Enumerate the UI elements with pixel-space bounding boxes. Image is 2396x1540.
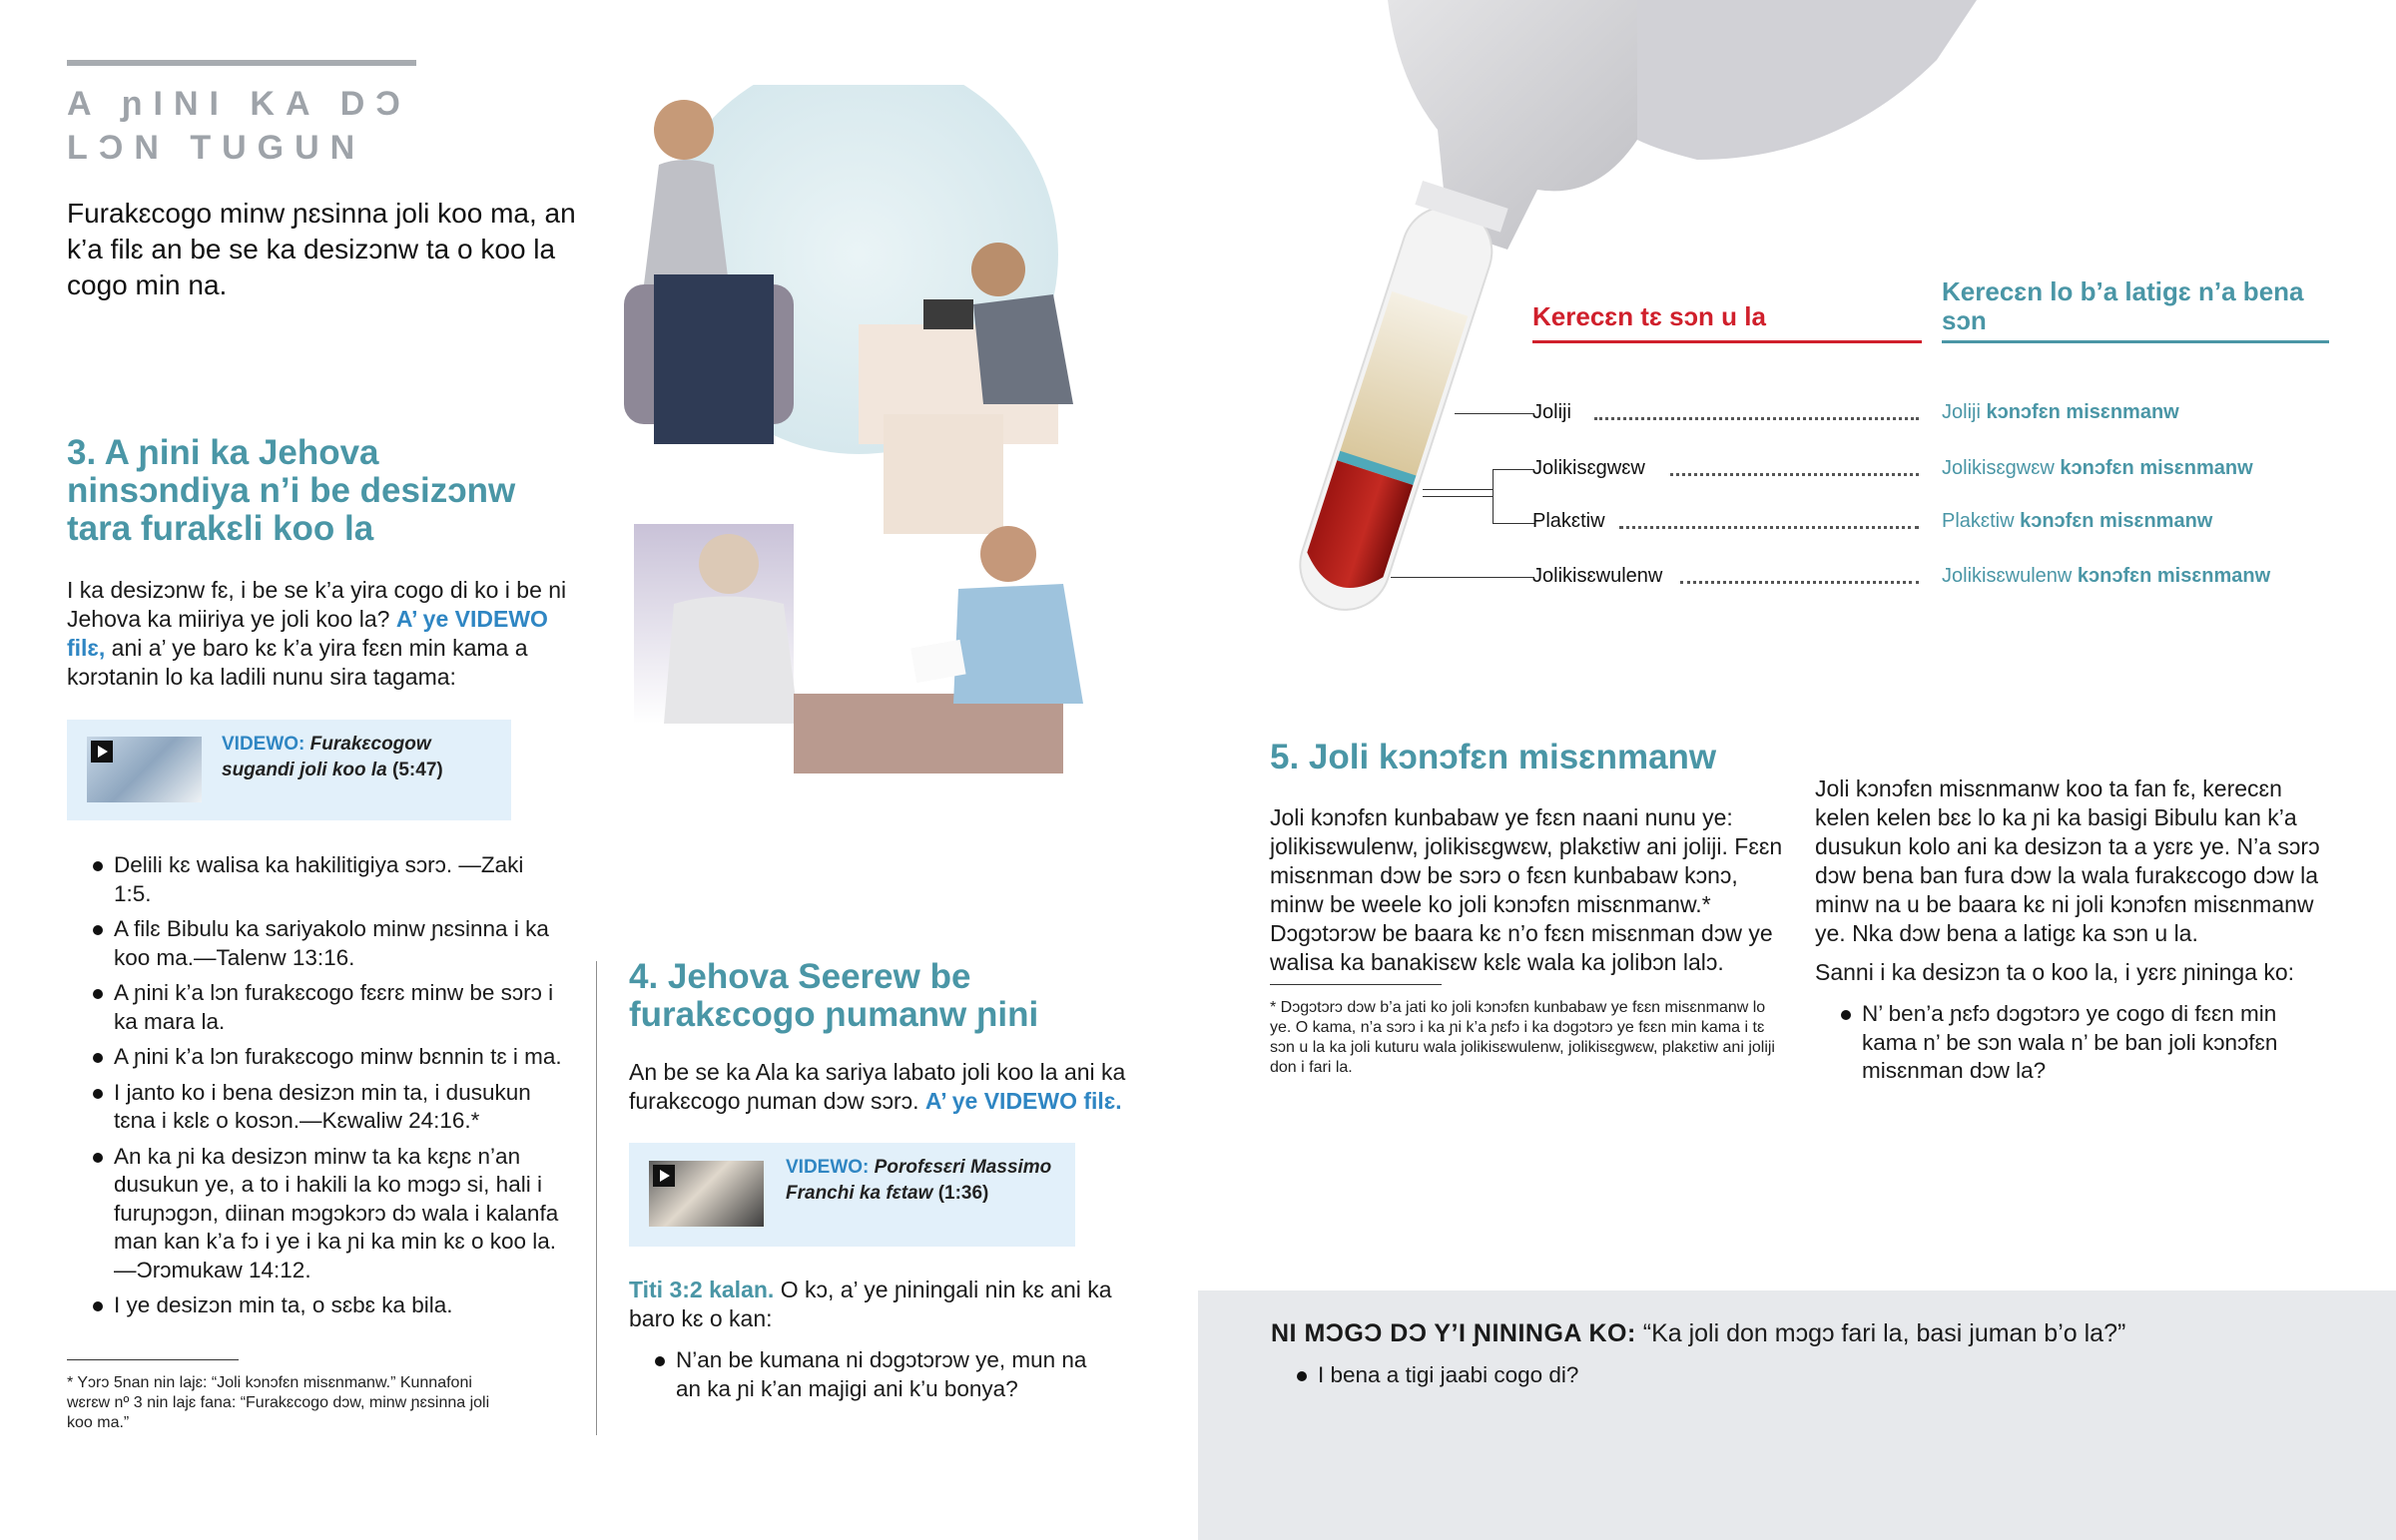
video-title: Porofɛsɛri Massimo Franchi ka fɛtaw xyxy=(786,1157,1052,1204)
video-duration: (1:36) xyxy=(937,1183,989,1204)
section-4-bullets xyxy=(629,1346,1108,1410)
question-quote: “Ka joli don mɔgɔ fari la, basi juman b’o la?” xyxy=(1635,1319,2126,1347)
question-panel xyxy=(1198,1290,2396,1540)
kicker-line-1: A ɲINI KA DƆ xyxy=(67,85,411,123)
footnote-rule xyxy=(1270,984,1442,985)
chart-row-right-b: kɔnɔfɛn misɛnmanw xyxy=(2077,565,2271,587)
illustration-patients xyxy=(604,85,1123,833)
section-kicker xyxy=(67,82,411,170)
section-4-text: An be se ka Ala ka sariya labato joli koo la ani ka furakɛcogo ɲuman dɔw sɔrɔ. xyxy=(629,1059,1126,1114)
section-4-paragraph xyxy=(629,1058,1128,1116)
list-item: I janto ko i bena desizɔn min ta, i dusukun tɛna i kɛlɛ o kosɔn.—Kɛwaliw 24:16.* xyxy=(67,1079,566,1136)
chart-row-right-b: kɔnɔfɛn misɛnmanw xyxy=(2060,457,2253,479)
video-link[interactable]: A’ ye VIDEWO filɛ, xyxy=(67,606,548,661)
chart-row-right xyxy=(1942,401,2179,424)
dotted-leader xyxy=(1619,526,1919,529)
chart-row-left: Jolikisɛgwɛw xyxy=(1532,457,1645,479)
video-thumbnail[interactable] xyxy=(87,737,202,802)
section-3-text-tail: ani a’ ye baro kɛ k’a yira fɛɛn min kama a kɔrɔtanin lo ka ladili nunu sira tagama: xyxy=(67,635,528,690)
section-5-paragraph-2: Joli kɔnɔfɛn misɛnmanw koo ta fan fɛ, kerecɛn kelen kelen bɛɛ lo ka ɲi ka basigi Bibulu kan k’a dusukun kolo ani ka desizɔn ta a yɛrɛ ye. N’a sɔrɔ dɔw bena ban fura dɔw la wala furakɛcogo dɔw la minw na u be baara kɛ ni joli kɔnɔfɛn misɛnmanw ye. Nka dɔw bena a latigɛ ka sɔn u la. xyxy=(1815,775,2320,946)
footnote-rule xyxy=(67,1359,239,1360)
list-item: N’ ben’a ɲɛfɔ dɔgɔtɔrɔ ye cogo di fɛɛn min kama n’ be sɔn wala n’ be ban joli kɔnɔfɛn misɛnman dɔw la? xyxy=(1815,1000,2324,1086)
video-card-1[interactable] xyxy=(67,720,511,820)
video-duration: (5:47) xyxy=(392,760,443,780)
leader-line xyxy=(1423,489,1493,490)
chart-row-right xyxy=(1942,457,2253,480)
section-5-bullets xyxy=(1815,1000,2324,1093)
chart-row-left: Plakɛtiw xyxy=(1532,510,1605,532)
list-item: N’an be kumana ni dɔgɔtɔrɔw ye, mun na an ka ɲi k’an majigi ani k’u bonya? xyxy=(629,1346,1108,1403)
chart-row-right-a: Plakɛtiw xyxy=(1942,510,2021,532)
intro-text: Furakɛcogo minw ɲɛsinna joli koo ma, an k’a filɛ an be se ka desizɔnw ta o koo la cogo min na. xyxy=(67,198,576,300)
list-item: A ɲini k’a lɔn furakɛcogo minw bɛnnin tɛ i ma. xyxy=(67,1043,566,1072)
red-underline xyxy=(1532,340,1922,343)
section-5-paragraph-1: Joli kɔnɔfɛn kunbabaw ye fɛɛn naani nunu ye: jolikisɛwulenw, jolikisɛgwɛw, plakɛtiw ani joliji. Fɛɛn misɛnman dɔw be sɔrɔ o fɛɛn kunbabaw kɔnɔ, minw be weele ko joli kɔnɔfɛn misɛnmanw.* Dɔgɔtɔrɔw be baara kɛ n’o fɛɛn misɛnman dɔw ye walisa ka banakisɛw kɛlɛ wala ka jolibɔn lalɔ. xyxy=(1270,804,1783,975)
question-label: NI MƆGƆ DƆ Y’I ƝININGA KO: xyxy=(1271,1319,1636,1347)
list-item: Delili kɛ walisa ka hakilitigiya sɔrɔ. —Zaki 1:5. xyxy=(67,851,566,908)
section-5-paragraph-3: Sanni i ka desizɔn ta o koo la, i yɛrɛ ɲininga ko: xyxy=(1815,959,2295,985)
footnote-1: * Yɔrɔ 5nan nin lajɛ: “Joli kɔnɔfɛn misɛnmanw.” Kunnafoni wɛrɛw nº 3 nin lajɛ fana: “Furakɛcogo dɔw, minw ɲɛsinna joli koo ma.” xyxy=(67,1374,490,1431)
video-thumbnail[interactable] xyxy=(649,1161,764,1227)
section-3-paragraph xyxy=(67,576,576,692)
leader-line xyxy=(1455,413,1534,414)
column-divider xyxy=(596,961,597,1435)
chart-row-right-b: kɔnɔfɛn misɛnmanw xyxy=(2020,510,2213,532)
chart-row-right xyxy=(1942,510,2212,533)
video-link[interactable]: A’ ye VIDEWO filɛ. xyxy=(924,1088,1122,1114)
scripture-link[interactable]: Titi 3:2 kalan. xyxy=(629,1277,775,1302)
chart-header-not-accept: Kerecɛn tɛ sɔn u la xyxy=(1532,301,1766,331)
teal-underline xyxy=(1942,340,2329,343)
chart-row-right-a: Joliji xyxy=(1942,401,1987,423)
kicker-line-2: LƆN TUGUN xyxy=(67,129,366,167)
section-5-title: 5. Joli kɔnɔfɛn misɛnmanw xyxy=(1270,738,1717,776)
play-icon[interactable] xyxy=(91,741,113,763)
chart-row-right-a: Jolikisɛgwɛw xyxy=(1942,457,2061,479)
chart-row-right-b: kɔnɔfɛn misɛnmanw xyxy=(1986,401,2179,423)
chart-row-left: Joliji xyxy=(1532,401,1571,423)
video-card-2[interactable] xyxy=(629,1143,1075,1247)
list-item: A ɲini k’a lɔn furakɛcogo fɛɛrɛ minw be sɔrɔ i ka mara la. xyxy=(67,979,566,1036)
question-heading xyxy=(1271,1317,2349,1349)
video-label: VIDEWO: xyxy=(786,1157,870,1178)
footnote-2: * Dɔgɔtɔrɔ dɔw b’a jati ko joli kɔnɔfɛn kunbabaw ye fɛɛn misɛnmanw lo ye. O kama, n’a sɔrɔ i ka ɲi k’a ɲɛfɔ i ka dɔgɔtɔrɔ ye fɛɛn min kama i tɛ sɔn u la ka joli kuturu wala jolikisɛwulenw, jolikisɛgwɛw, plakɛtiw ani joliji don i fari la. xyxy=(1270,999,1775,1076)
section-3-title: 3. A ɲini ka Jehova ninsɔndiya n’i be desizɔnw tara furakɛli koo la xyxy=(67,433,516,548)
list-item: I ye desizɔn min ta, o sɛbɛ ka bila. xyxy=(67,1291,566,1320)
play-icon[interactable] xyxy=(653,1165,675,1187)
chart-header-conscience: Kerecɛn lo b’a latigɛ n’a bena sɔn xyxy=(1942,276,2304,335)
leader-line xyxy=(1391,577,1534,578)
scripture-prompt: O kɔ, a’ ye ɲiningali nin kɛ ani ka baro kɛ o kan: xyxy=(629,1277,1112,1331)
header-rule xyxy=(67,60,416,66)
leader-line xyxy=(1493,523,1534,524)
dotted-leader xyxy=(1680,581,1919,584)
leader-line xyxy=(1423,496,1493,497)
chart-row-right-a: Jolikisɛwulenw xyxy=(1942,565,2078,587)
chart-row-left: Jolikisɛwulenw xyxy=(1532,565,1663,587)
video-title: Furakɛcogow sugandi joli koo la xyxy=(222,734,431,780)
leader-bracket xyxy=(1493,469,1494,524)
chart-row-right xyxy=(1942,565,2270,588)
section-3-bullets xyxy=(67,851,566,1327)
dotted-leader xyxy=(1594,417,1919,420)
list-item: I bena a tigi jaabi cogo di? xyxy=(1271,1361,2169,1390)
list-item: An ka ɲi ka desizɔn minw ta ka kɛɲɛ n’an dusukun ye, a to i hakili la ko mɔgɔ si, hali i furuɲɔgɔn, diinan mɔgɔkɔrɔ dɔ wala i kalanfa man kan k’a fɔ i ye i ka ɲi ka min kɛ o koo la.—Ɔrɔmukaw 14:12. xyxy=(67,1143,566,1285)
video-caption xyxy=(222,732,491,783)
video-caption xyxy=(786,1155,1065,1207)
question-bullets xyxy=(1271,1361,2169,1397)
scripture-reading xyxy=(629,1276,1128,1333)
section-3-text: I ka desizɔnw fɛ, i be se k’a yira cogo di ko i be ni Jehova ka miiriya ye joli koo la? xyxy=(67,577,567,632)
dotted-leader xyxy=(1670,473,1919,476)
leader-line xyxy=(1493,469,1534,470)
section-4-title: 4. Jehova Seerew be furakɛcogo ɲumanw ɲini xyxy=(629,957,1039,1034)
list-item: A filɛ Bibulu ka sariyakolo minw ɲɛsinna i ka koo ma.—Talenw 13:16. xyxy=(67,915,566,972)
video-label: VIDEWO: xyxy=(222,734,305,755)
